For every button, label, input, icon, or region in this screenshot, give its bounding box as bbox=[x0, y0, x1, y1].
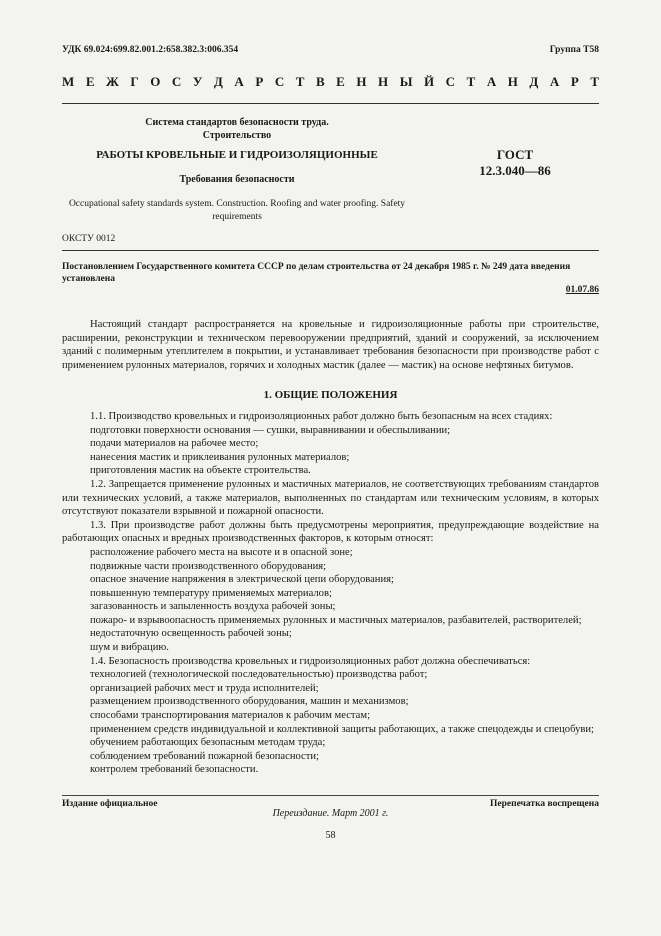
clause-1-2: 1.2. Запрещается применение рулонных и мастичных материалов, не соответствующих требованиям стандартов или технических условий, а также материалов, выполненных по стандартам или техническим условиям, в которых отсутствуют показатели взрывной и пожарной опасности. bbox=[62, 478, 599, 518]
list-item: расположение рабочего места на высоте и в опасной зоне; bbox=[90, 546, 353, 558]
document-subtitle: Требования безопасности bbox=[179, 174, 295, 185]
clause-1-4: 1.4. Безопасность производства кровельных и гидроизоляционных работ должна обеспечиваться: bbox=[90, 655, 531, 667]
section-heading: 1. ОБЩИЕ ПОЛОЖЕНИЯ bbox=[263, 389, 398, 402]
udk-code: УДК 69.024:699.82.001.2:658.382.3:006.354 bbox=[62, 45, 239, 55]
standard-banner: М Е Ж Г О С У Д А Р С Т В Е Н Н Ы Й С Т А Н Д А Р Т bbox=[62, 74, 599, 89]
title-divider bbox=[62, 250, 599, 251]
document-body bbox=[62, 318, 599, 777]
effective-date: 01.07.86 bbox=[565, 285, 599, 295]
list-item: подвижные части производственного оборудования; bbox=[90, 560, 327, 572]
clause-1-3: 1.3. При производстве работ должны быть предусмотрены мероприятия, предупреждающие воздействие на работающих опасных и вредных производственных факторов, к которым относят: bbox=[62, 519, 599, 545]
list-item: приготовления мастик на объекте строительства. bbox=[90, 465, 311, 477]
list-item: пожаро- и взрывоопасность применяемых рулонных и мастичных материалов, разбавителей, растворителей; bbox=[90, 614, 582, 626]
english-title: Occupational safety standards system. Construction. Roofing and water proofing. Safety requirements bbox=[68, 199, 406, 222]
list-item: размещением производственного оборудования, машин и механизмов; bbox=[90, 696, 409, 708]
list-item: организацией рабочих мест и труда исполнителей; bbox=[90, 682, 319, 694]
series-line-2: Строительство bbox=[202, 130, 272, 141]
gost-designation bbox=[460, 147, 570, 179]
list-item: подготовки поверхности основания — сушки, выравнивании и обеспыливании; bbox=[90, 424, 451, 436]
gost-label: ГОСТ bbox=[496, 147, 534, 162]
list-item: повышенную температуру применяемых материалов; bbox=[90, 587, 332, 599]
document-title: РАБОТЫ КРОВЕЛЬНЫЕ И ГИДРОИЗОЛЯЦИОННЫЕ bbox=[96, 149, 378, 161]
list-item: нанесения мастик и приклеивания рулонных материалов; bbox=[90, 451, 350, 463]
page-number: 58 bbox=[325, 830, 336, 841]
clause-1-1: 1.1. Производство кровельных и гидроизоляционных работ должно быть безопасным на всех стадиях: bbox=[90, 410, 553, 422]
official-edition-label: Издание официальное bbox=[62, 799, 158, 809]
list-item: загазованность и запыленность воздуха рабочей зоны; bbox=[90, 601, 336, 613]
list-item: недостаточную освещенность рабочей зоны; bbox=[90, 628, 292, 640]
oksty-code: ОКСТУ 0012 bbox=[62, 234, 116, 244]
list-item: шум и вибрацию. bbox=[90, 642, 169, 654]
list-item: применением средств индивидуальной и коллективной защиты работающих, а также спецодежды и спецобуви; bbox=[90, 723, 594, 735]
decree-text: Постановлением Государственного комитета СССР по делам строительства от 24 декабря 1985 г. № 249 дата введения установлена bbox=[62, 262, 571, 284]
gost-number: 12.3.040—86 bbox=[479, 163, 551, 178]
series-line-1: Система стандартов безопасности труда. bbox=[145, 117, 329, 128]
list-item: технологией (технологической последовательностью) производства работ; bbox=[90, 669, 428, 681]
footer-divider bbox=[62, 795, 599, 796]
list-item: подачи материалов на рабочее место; bbox=[90, 438, 259, 450]
list-item: соблюдением требований пожарной безопасности; bbox=[90, 750, 319, 762]
list-item: способами транспортирования материалов к рабочим местам; bbox=[90, 710, 371, 722]
header-divider bbox=[62, 103, 599, 104]
reissue-note: Переиздание. Март 2001 г. bbox=[272, 808, 389, 819]
list-item: контролем требований безопасности. bbox=[90, 764, 259, 776]
group-code: Группа Т58 bbox=[549, 45, 599, 55]
series-title bbox=[62, 116, 412, 142]
intro-paragraph: Настоящий стандарт распространяется на кровельные и гидроизоляционные работы при строительстве, расширении, реконструкции и техническом перевооружении предприятий, зданий и сооружений, за исключением зданий с полимерным утеплителем в покрытии, и устанавливает требования безопасности при производстве работ с применением рулонных материалов, горячих и холодных мастик (далее — мастик) на основе нефтяных битумов. bbox=[62, 319, 599, 371]
reprint-prohibited-label: Перепечатка воспрещена bbox=[489, 799, 599, 809]
list-item: опасное значение напряжения в электрической цепи оборудования; bbox=[90, 574, 394, 586]
list-item: обучением работающих безопасным методам труда; bbox=[90, 737, 326, 749]
